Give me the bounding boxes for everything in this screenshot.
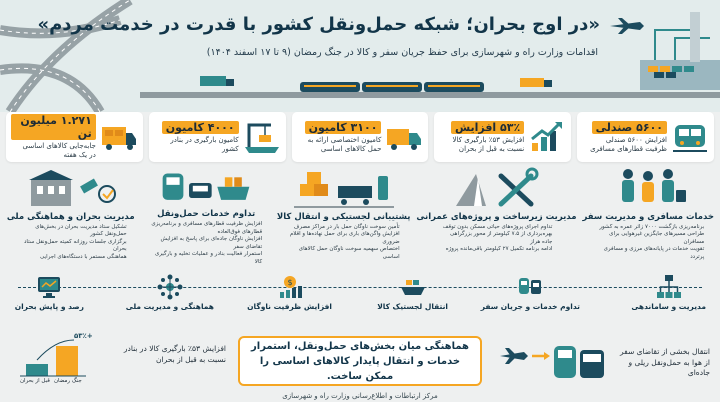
stat-description: جابه‌جایی کالاهای اساسی در یک هفته <box>22 142 96 159</box>
port-loading-note <box>10 334 230 388</box>
column-infrastructure <box>416 166 576 266</box>
list-item: تأمین سوخت ناوگان حمل بار در مراکز مصرف <box>293 224 400 230</box>
stat-card-growth <box>434 112 571 162</box>
stat-value: ۱.۲۷۱ میلیون تن <box>11 114 96 140</box>
org-chart-icon <box>656 274 682 300</box>
column-passenger-services <box>582 166 714 266</box>
logistics-icon <box>294 166 394 210</box>
truck-icon <box>385 119 423 155</box>
column-title: تداوم خدمات حمل‌ونقل <box>157 209 256 220</box>
flow-node-management <box>631 274 706 311</box>
page-title: «در اوج بحران؛ شبکه حمل‌ونقل کشور با قدرت در خدمت مردم» <box>37 14 600 35</box>
stat-cards <box>6 112 714 162</box>
stat-card-port-trucks <box>149 112 286 162</box>
note-text: افزایش ۵۳٪ بارگیری کالا در بنادر نسبت به قبل از بحران <box>123 344 226 364</box>
list-item: افزایش ظرفیت قطارهای مسافری و برنامه‌ریزی قطارهای فوق‌العاده <box>151 221 263 235</box>
summary-callout: هماهنگی میان بخش‌های حمل‌ونقل، استمرار خدمات و انتقال پایدار کالاهای اساسی را ممکن ساخت. <box>238 336 482 386</box>
footer-credit: مرکز ارتباطات و اطلاع‌رسانی وزارت راه و شهرسازی <box>282 392 438 400</box>
flow-node-label: انتقال لجستیک کالا <box>377 302 448 311</box>
list-item: برنامه‌ریزی بازگشت ۷۰۰۰ زائر عمره به کشور <box>599 224 705 230</box>
growth-chart-icon <box>528 119 566 155</box>
stat-description: افزایش ۵۶۰۰ صندلی ظرفیت قطارهای مسافری <box>590 135 667 153</box>
svg-text:$: $ <box>287 278 293 287</box>
list-item: افزایش ناوگان جاده‌ای برای پاسخ به افزایش تقاضای سفر <box>160 236 263 250</box>
stat-description: کامیون اختصاصی ارائه به حمل کالاهای اساسی <box>307 135 382 153</box>
column-transport-continuity <box>141 166 270 266</box>
list-item: بهره‌برداری از ۷.۵ کیلومتر از محور بزرگراهی جاده هراز <box>449 231 553 245</box>
stat-value: ۵۶۰۰ صندلی <box>592 121 667 134</box>
port-crane-icon <box>243 119 281 155</box>
flow-node-label: افزایش ظرفیت ناوگان <box>247 302 332 311</box>
list-item: افزایش واگن‌های باری برای حمل نهاده‌ها و اقلام ضروری <box>289 231 400 245</box>
column-title: مدیریت زیرساخت و پروژه‌های عمرانی <box>416 212 577 222</box>
plane-to-rail-icon <box>498 340 608 386</box>
cargo-ship-icon <box>400 274 426 300</box>
column-title: خدمات مسافری و مدیریت سفر <box>582 212 714 222</box>
monitor-icon <box>36 274 62 300</box>
list-item: برگزاری جلسات روزانه کمیته حمل‌ونقل ستاد بحران <box>23 238 127 253</box>
list-item: تداوم اجرای پروژه‌های حیاتی مسکن بدون توقف <box>442 224 553 230</box>
bar-before <box>26 364 48 376</box>
column-items <box>440 224 552 254</box>
hero-banner <box>0 0 720 112</box>
list-item: هماهنگی مستمر با دستگاه‌های اجرایی <box>40 253 127 260</box>
column-title: مدیریت بحران و هماهنگی ملی <box>6 212 135 222</box>
tools-icon <box>446 166 546 210</box>
list-item: طراحی مسیرهای جایگزین غیرهوایی برای مسافران <box>609 231 705 245</box>
flow-node-label: تداوم خدمات و جریان سفر <box>480 302 580 311</box>
money-growth-icon <box>277 274 303 300</box>
bar-label-before: قبل از بحران <box>20 378 50 384</box>
chart-badge: +۵۳٪ <box>74 332 93 340</box>
crisis-management-icon <box>21 166 121 210</box>
flow-node-label: هماهنگی و مدیریت ملی <box>125 302 214 311</box>
stat-description: افزایش ۵۳٪ بارگیری کالا نسبت به قبل از بحران <box>452 135 525 153</box>
stat-value: ۵۳٪ افزایش <box>451 121 524 134</box>
list-item: ادامه برنامه تکمیل ۲۷ کیلومتر باقی‌مانده پروژه <box>445 246 553 253</box>
note-text: انتقال بخشی از تقاضای سفر از هوا به حمل‌ونقل ریلی و جاده‌ای <box>620 347 710 378</box>
bus-train-icon <box>517 274 543 300</box>
flow-node-coordination <box>126 274 214 311</box>
train-icon <box>671 119 709 155</box>
stat-card-seats <box>577 112 714 162</box>
flow-node-logistics <box>377 274 448 311</box>
process-flow <box>0 272 720 332</box>
flow-node-fleet <box>247 274 332 311</box>
list-item: تقویت خدمات در پایانه‌های مرزی و مسافری پرتردد <box>603 246 705 260</box>
bottom-section <box>0 332 720 388</box>
modal-shift-note <box>494 340 710 386</box>
page-subtitle: اقدامات وزارت راه و شهرسازی برای حفظ جریان سفر و کالا در جنگ رمضان (۹ تا ۱۷ اسفند ۱۴۰۴) <box>206 47 598 58</box>
list-item: استمرار فعالیت بنادر و عملیات تخلیه و بارگیری کالا <box>154 251 263 265</box>
flow-node-travel <box>481 274 580 311</box>
flow-line <box>18 287 702 288</box>
bar-after <box>56 346 78 376</box>
list-item: اختصاص سهمیه سوخت ناوگان حمل کالاهای اساسی <box>298 246 400 260</box>
column-items <box>592 224 704 261</box>
column-logistics <box>277 166 411 266</box>
stat-card-tonnage <box>6 112 143 162</box>
action-columns <box>6 166 714 266</box>
stat-card-trucks <box>292 112 429 162</box>
transport-icon <box>156 166 256 207</box>
flow-node-monitoring <box>15 274 84 311</box>
column-crisis-management <box>6 166 135 266</box>
column-title: پشتیبانی لجستیکی و انتقال کالا <box>276 212 411 222</box>
flow-node-label: رصد و پایش بحران <box>14 302 84 311</box>
column-items <box>288 224 400 261</box>
network-icon <box>157 274 183 300</box>
column-items <box>15 224 127 261</box>
bar-label-after: جنگ رمضان <box>54 378 82 384</box>
stat-value: ۴۰۰۰ کامیون <box>162 121 239 134</box>
cargo-truck-icon <box>100 119 138 155</box>
passengers-icon <box>598 166 698 210</box>
stat-description: کامیون بارگیری در بنادر کشور <box>170 135 239 153</box>
flow-node-label: مدیریت و ساماندهی <box>631 302 706 311</box>
list-item: تشکیل ستاد مدیریت بحران در بخش‌های حمل‌ونقل کشور <box>35 224 127 238</box>
column-items <box>150 221 262 266</box>
stat-value: ۳۱۰۰ کامیون <box>305 121 382 134</box>
